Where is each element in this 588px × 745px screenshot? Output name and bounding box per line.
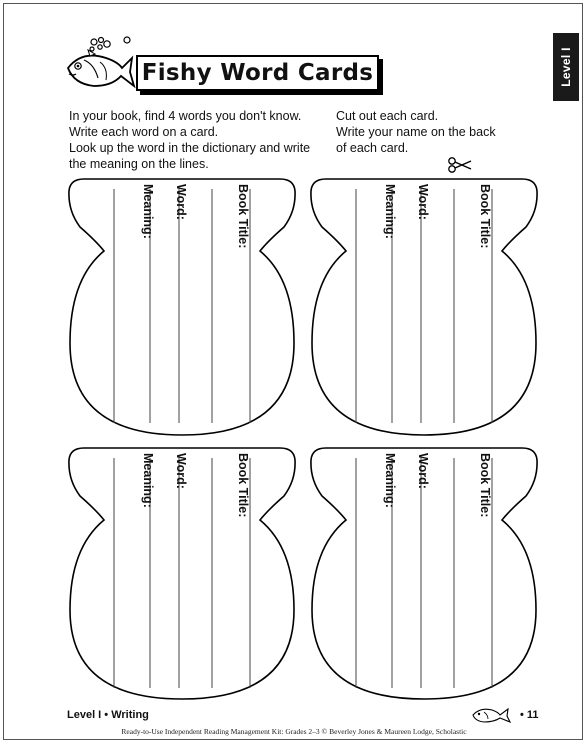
- meaning-label: Meaning:: [141, 184, 155, 239]
- instruction-line: Look up the word in the dictionary and write: [69, 141, 311, 155]
- copyright-credit: Ready-to-Use Independent Reading Management Kit: Grades 2–3 © Beverley Jones & Maureen Lodge, Scholastic: [121, 727, 467, 736]
- instruction-line: Write your name on the back: [336, 125, 496, 139]
- book-title-label: Book Title:: [236, 453, 250, 518]
- word-label: Word:: [416, 453, 430, 489]
- level-tab: [553, 33, 579, 101]
- meaning-label: Meaning:: [141, 453, 155, 508]
- instructions-left: [69, 108, 310, 172]
- instructions-right: [336, 108, 496, 156]
- bubbles-icon: [90, 37, 130, 51]
- instruction-line: the meaning on the lines.: [69, 157, 209, 171]
- book-title-label: Book Title:: [236, 184, 250, 249]
- instruction-line: Cut out each card.: [336, 109, 439, 123]
- instruction-line: Write each word on a card.: [69, 125, 219, 139]
- meaning-label: Meaning:: [383, 453, 397, 508]
- book-title-label: Book Title:: [478, 453, 492, 518]
- instruction-line: of each card.: [336, 141, 409, 155]
- book-title-label: Book Title:: [478, 184, 492, 249]
- level-tab-label: Level I: [559, 47, 573, 87]
- instruction-line: In your book, find 4 words you don't know.: [69, 109, 302, 123]
- page-number: • 11: [520, 709, 539, 721]
- word-card[interactable]: [66, 177, 298, 438]
- footer-fish-icon: [470, 704, 514, 724]
- fish-icon: [64, 34, 136, 92]
- word-card[interactable]: [66, 446, 298, 702]
- word-card[interactable]: [308, 177, 540, 438]
- page-title: Fishy Word Cards: [141, 60, 374, 86]
- title-banner: [136, 55, 379, 91]
- word-label: Word:: [416, 184, 430, 220]
- footer-level-label: Level I • Writing: [67, 709, 149, 721]
- word-label: Word:: [174, 184, 188, 220]
- word-label: Word:: [174, 453, 188, 489]
- scissors-icon[interactable]: [447, 156, 473, 174]
- word-card[interactable]: [308, 446, 540, 702]
- meaning-label: Meaning:: [383, 184, 397, 239]
